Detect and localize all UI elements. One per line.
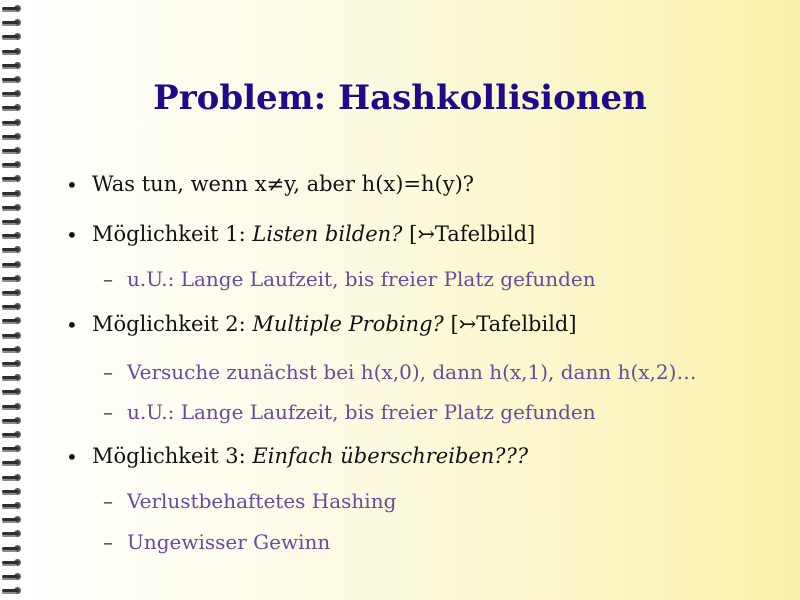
dash-icon: – bbox=[103, 360, 113, 384]
sub-item-text: u.U.: Lange Laufzeit, bis freier Platz gefunden bbox=[127, 267, 596, 291]
binding-ring bbox=[2, 515, 24, 524]
binding-ring bbox=[2, 217, 24, 226]
dash-icon: – bbox=[103, 489, 113, 513]
bullet-item bbox=[66, 222, 536, 247]
binding-ring bbox=[2, 61, 24, 70]
bullet-text: Was tun, wenn x≠y, aber h(x)=h(y)? bbox=[92, 172, 475, 196]
sub-item-text: u.U.: Lange Laufzeit, bis freier Platz gefunden bbox=[127, 400, 596, 424]
binding-ring bbox=[2, 203, 24, 212]
binding-ring bbox=[2, 245, 24, 254]
sub-item bbox=[103, 400, 596, 424]
binding-ring bbox=[2, 231, 24, 240]
binding-ring bbox=[2, 558, 24, 567]
binding-ring bbox=[2, 146, 24, 155]
bullet-text-suffix: [↣Tafelbild] bbox=[443, 312, 577, 336]
sub-item bbox=[103, 267, 596, 291]
binding-ring bbox=[2, 160, 24, 169]
bullet-text-emphasis: Multiple Probing? bbox=[252, 312, 444, 336]
binding-ring bbox=[2, 345, 24, 354]
binding-ring bbox=[2, 444, 24, 453]
binding-ring bbox=[2, 189, 24, 198]
binding-ring bbox=[2, 18, 24, 27]
binding-ring bbox=[2, 32, 24, 41]
binding-ring bbox=[2, 302, 24, 311]
binding-ring bbox=[2, 572, 24, 581]
sub-item bbox=[103, 360, 697, 384]
binding-ring bbox=[2, 430, 24, 439]
sub-item-text: Ungewisser Gewinn bbox=[127, 530, 331, 554]
slide-title: Problem: Hashkollisionen bbox=[153, 78, 647, 118]
dash-icon: – bbox=[103, 530, 113, 554]
bullet-item bbox=[66, 312, 577, 337]
bullet-text-prefix: Möglichkeit 2: bbox=[92, 312, 253, 336]
binding-ring bbox=[2, 132, 24, 141]
binding-ring bbox=[2, 387, 24, 396]
binding-ring bbox=[2, 118, 24, 127]
binding-ring bbox=[2, 288, 24, 297]
bullet-icon: • bbox=[66, 223, 78, 247]
binding-ring bbox=[2, 260, 24, 269]
sub-item bbox=[103, 489, 397, 513]
bullet-item bbox=[66, 444, 529, 469]
sub-item bbox=[103, 530, 331, 554]
bullet-text-emphasis: Einfach überschreiben??? bbox=[252, 444, 529, 468]
bullet-text-emphasis: Listen bilden? bbox=[252, 222, 403, 246]
binding-ring bbox=[2, 316, 24, 325]
binding-ring bbox=[2, 174, 24, 183]
binding-ring bbox=[2, 47, 24, 56]
binding-ring bbox=[2, 331, 24, 340]
bullet-icon: • bbox=[66, 445, 78, 469]
binding-ring bbox=[2, 359, 24, 368]
binding-ring bbox=[2, 487, 24, 496]
binding-ring bbox=[2, 473, 24, 482]
bullet-icon: • bbox=[66, 313, 78, 337]
bullet-icon: • bbox=[66, 173, 78, 197]
binding-ring bbox=[2, 4, 24, 13]
binding-ring bbox=[2, 458, 24, 467]
binding-ring bbox=[2, 501, 24, 510]
binding-ring bbox=[2, 373, 24, 382]
binding-ring bbox=[2, 529, 24, 538]
bullet-text-prefix: Möglichkeit 3: bbox=[92, 444, 253, 468]
binding-ring bbox=[2, 274, 24, 283]
binding-ring bbox=[2, 402, 24, 411]
dash-icon: – bbox=[103, 400, 113, 424]
bullet-item bbox=[66, 172, 475, 197]
bullet-text-suffix: [↣Tafelbild] bbox=[402, 222, 536, 246]
bullet-text-prefix: Möglichkeit 1: bbox=[92, 222, 253, 246]
dash-icon: – bbox=[103, 267, 113, 291]
binding-ring bbox=[2, 416, 24, 425]
sub-item-text: Verlustbehaftetes Hashing bbox=[127, 489, 397, 513]
binding-ring bbox=[2, 544, 24, 553]
sub-item-text: Versuche zunächst bei h(x,0), dann h(x,1), dann h(x,2)… bbox=[127, 360, 697, 384]
binding-ring bbox=[2, 586, 24, 595]
